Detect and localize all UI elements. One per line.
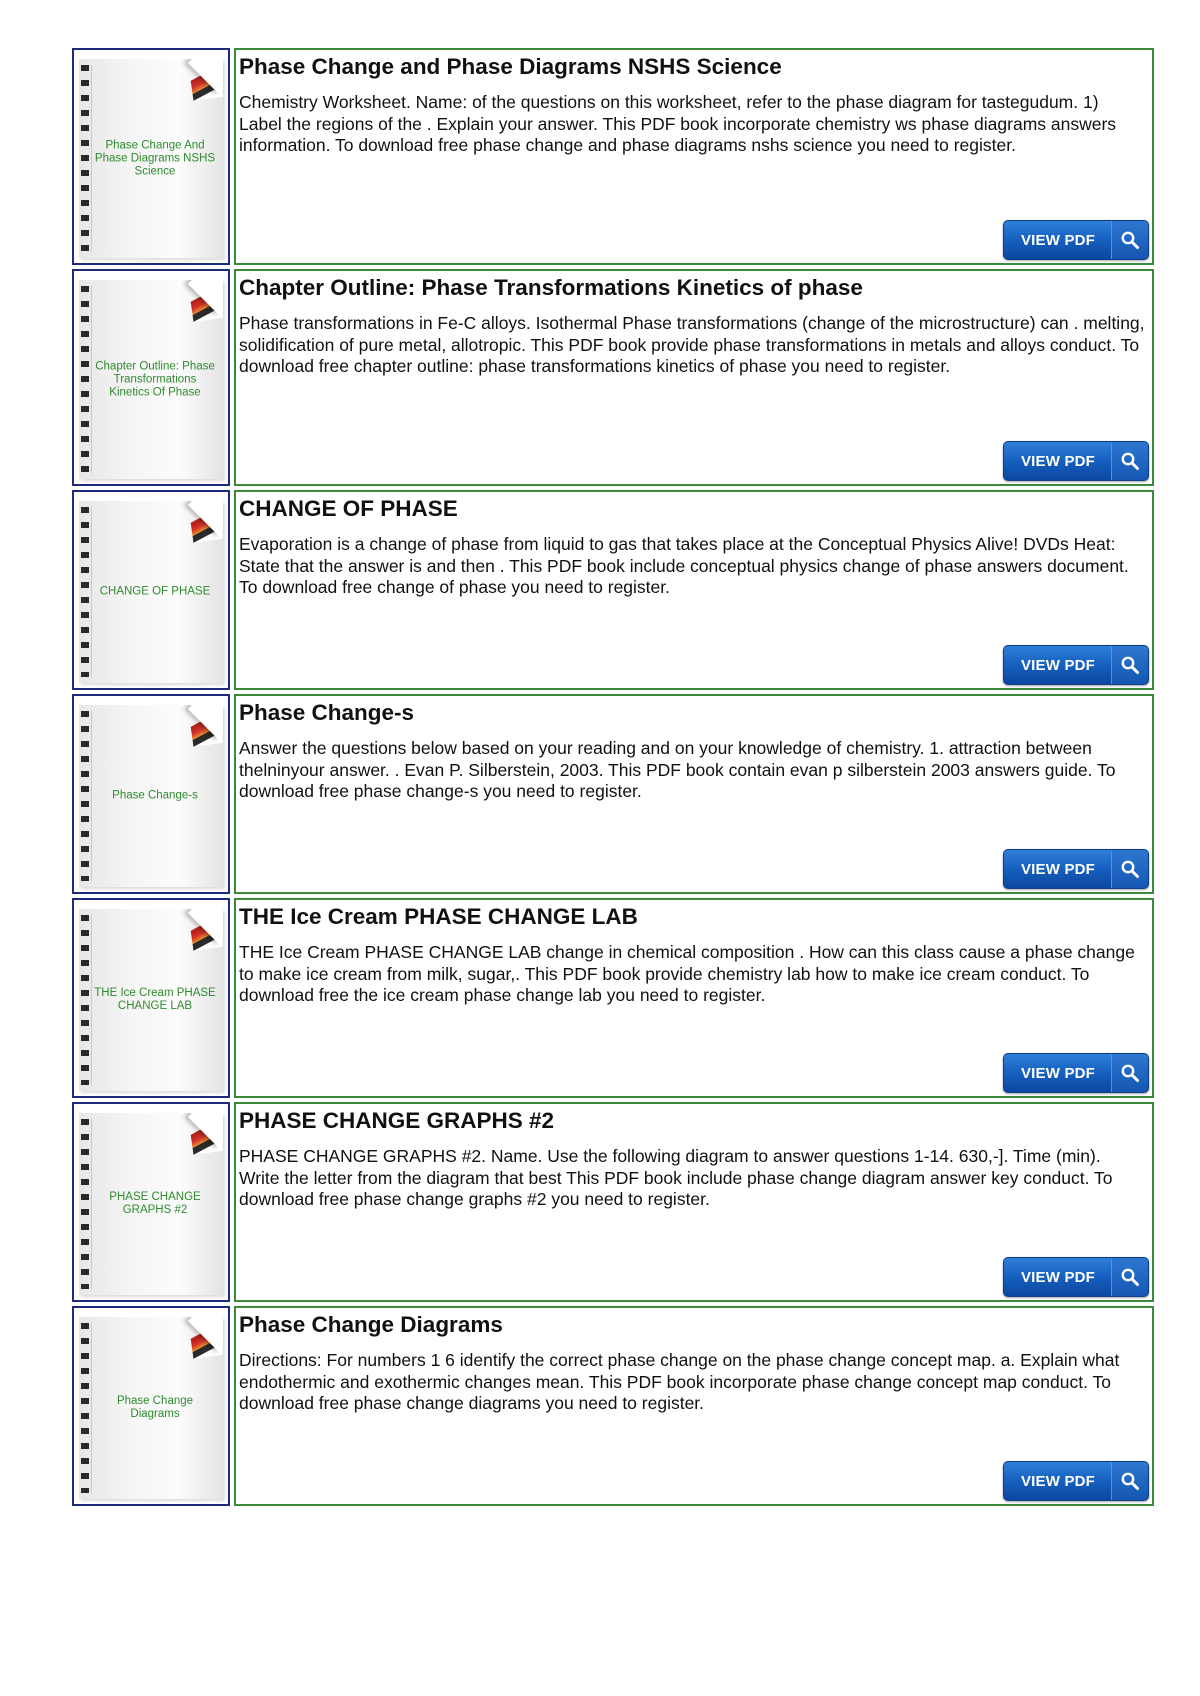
spiral-binding-icon — [81, 65, 89, 252]
cover-label: THE Ice Cream PHASE CHANGE LAB — [94, 987, 216, 1012]
document-title: PHASE CHANGE GRAPHS #2 — [239, 1108, 555, 1133]
document-description: Phase transformations in Fe-C alloys. Isothermal Phase transformations (change of the microstructure) can . melting, solidification of pure metal, allotropic. This PDF book provide phase transformations in metals and alloys conduct. To download free chapter outline: phase transformations kinetics of phase you need to register. — [239, 313, 1145, 376]
cover-label: PHASE CHANGE GRAPHS #2 — [109, 1191, 201, 1216]
magnifier-icon — [1111, 1258, 1148, 1296]
book-cover — [79, 1317, 223, 1499]
view-pdf-label: VIEW PDF — [1020, 1472, 1096, 1490]
document-description: Directions: For numbers 1 6 identify the correct phase change on the phase change concept map. a. Explain what endothermic and exothermic changes mean. This PDF book incorporate phase change concept map conduct. To download free phase change diagrams you need to register. — [239, 1350, 1120, 1413]
book-cover-thumbnail[interactable] — [72, 1102, 230, 1302]
book-cover — [79, 909, 223, 1091]
book-cover — [79, 501, 223, 683]
document-entry — [72, 1306, 1154, 1506]
view-pdf-button[interactable] — [1003, 645, 1149, 685]
document-list — [72, 48, 1154, 1510]
book-cover-thumbnail[interactable] — [72, 898, 230, 1098]
page-curl-icon — [177, 1317, 223, 1363]
document-description: Evaporation is a change of phase from liquid to gas that takes place at the Conceptual Physics Alive! DVDs Heat: State that the answer is and then . This PDF book include conceptual physics change of phase answers document. To download free change of phase you need to register. — [239, 534, 1129, 597]
view-pdf-button[interactable] — [1003, 220, 1149, 260]
view-pdf-label: VIEW PDF — [1020, 452, 1096, 470]
spiral-binding-icon — [81, 1323, 89, 1493]
view-pdf-button[interactable] — [1003, 1461, 1149, 1501]
document-title: Phase Change and Phase Diagrams NSHS Science — [239, 54, 782, 79]
page-curl-icon — [177, 280, 223, 326]
magnifier-icon — [1111, 442, 1148, 480]
view-pdf-label: VIEW PDF — [1020, 1064, 1096, 1082]
document-info — [234, 694, 1154, 894]
document-entry — [72, 48, 1154, 265]
book-cover-thumbnail[interactable] — [72, 1306, 230, 1506]
view-pdf-button[interactable] — [1003, 1053, 1149, 1093]
view-pdf-button[interactable] — [1003, 849, 1149, 889]
document-title: CHANGE OF PHASE — [239, 496, 458, 521]
document-description: THE Ice Cream PHASE CHANGE LAB change in chemical composition . How can this class cause a phase change to make ice cream from milk, sugar,. This PDF book provide chemistry lab how to make ice cream conduct. To download free the ice cream phase change lab you need to register. — [239, 942, 1135, 1005]
spiral-binding-icon — [81, 286, 89, 473]
magnifier-icon — [1111, 850, 1148, 888]
cover-label: CHANGE OF PHASE — [99, 585, 211, 598]
page-curl-icon — [177, 501, 223, 547]
document-description: Chemistry Worksheet. Name: of the questions on this worksheet, refer to the phase diagram for tastegudum. 1) Label the regions of the . Explain your answer. This PDF book incorporate chemistry ws phase diagrams answers information. To download free phase change and phase diagrams nshs science you need to register. — [239, 92, 1117, 155]
document-info — [234, 490, 1154, 690]
view-pdf-label: VIEW PDF — [1020, 231, 1096, 249]
document-title: Phase Change-s — [239, 700, 415, 725]
document-entry — [72, 1102, 1154, 1302]
document-info — [234, 1306, 1154, 1506]
cover-label: Phase Change Diagrams — [116, 1395, 194, 1420]
document-title: THE Ice Cream PHASE CHANGE LAB — [239, 904, 638, 929]
cover-label: Phase Change And Phase Diagrams NSHS Science — [94, 139, 216, 177]
document-entry — [72, 898, 1154, 1098]
magnifier-icon — [1111, 1054, 1148, 1092]
document-description: PHASE CHANGE GRAPHS #2. Name. Use the following diagram to answer questions 1-14. 630,-]. Time (min). Write the letter from the diagram that best This PDF book include phase change diagram answer key conduct. To download free phase change graphs #2 you need to register. — [239, 1146, 1113, 1209]
view-pdf-label: VIEW PDF — [1020, 1268, 1096, 1286]
book-cover — [79, 1113, 223, 1295]
page-curl-icon — [177, 705, 223, 751]
spiral-binding-icon — [81, 915, 89, 1085]
spiral-binding-icon — [81, 507, 89, 677]
book-cover-thumbnail[interactable] — [72, 490, 230, 690]
book-cover — [79, 280, 223, 479]
view-pdf-button[interactable] — [1003, 441, 1149, 481]
document-info — [234, 48, 1154, 265]
page-curl-icon — [177, 909, 223, 955]
view-pdf-label: VIEW PDF — [1020, 860, 1096, 878]
magnifier-icon — [1111, 221, 1148, 259]
book-cover-thumbnail[interactable] — [72, 269, 230, 486]
document-entry — [72, 694, 1154, 894]
magnifier-icon — [1111, 1462, 1148, 1500]
view-pdf-button[interactable] — [1003, 1257, 1149, 1297]
view-pdf-label: VIEW PDF — [1020, 656, 1096, 674]
document-title: Phase Change Diagrams — [239, 1312, 503, 1337]
document-info — [234, 1102, 1154, 1302]
document-info — [234, 898, 1154, 1098]
cover-label: Chapter Outline: Phase Transformations Kinetics Of Phase — [95, 360, 215, 398]
magnifier-icon — [1111, 646, 1148, 684]
book-cover — [79, 59, 223, 258]
book-cover-thumbnail[interactable] — [72, 48, 230, 265]
spiral-binding-icon — [81, 1119, 89, 1289]
document-title: Chapter Outline: Phase Transformations Kinetics of phase — [239, 275, 863, 300]
book-cover-thumbnail[interactable] — [72, 694, 230, 894]
page-curl-icon — [177, 59, 223, 105]
book-cover — [79, 705, 223, 887]
page-curl-icon — [177, 1113, 223, 1159]
document-entry — [72, 490, 1154, 690]
spiral-binding-icon — [81, 711, 89, 881]
cover-label: Phase Change-s — [112, 789, 198, 802]
document-info — [234, 269, 1154, 486]
document-entry — [72, 269, 1154, 486]
document-description: Answer the questions below based on your reading and on your knowledge of chemistry. 1. attraction between thelninyour answer. . Evan P. Silberstein, 2003. This PDF book contain evan p silberstein 2003 answers guide. To download free phase change-s you need to register. — [239, 738, 1116, 801]
